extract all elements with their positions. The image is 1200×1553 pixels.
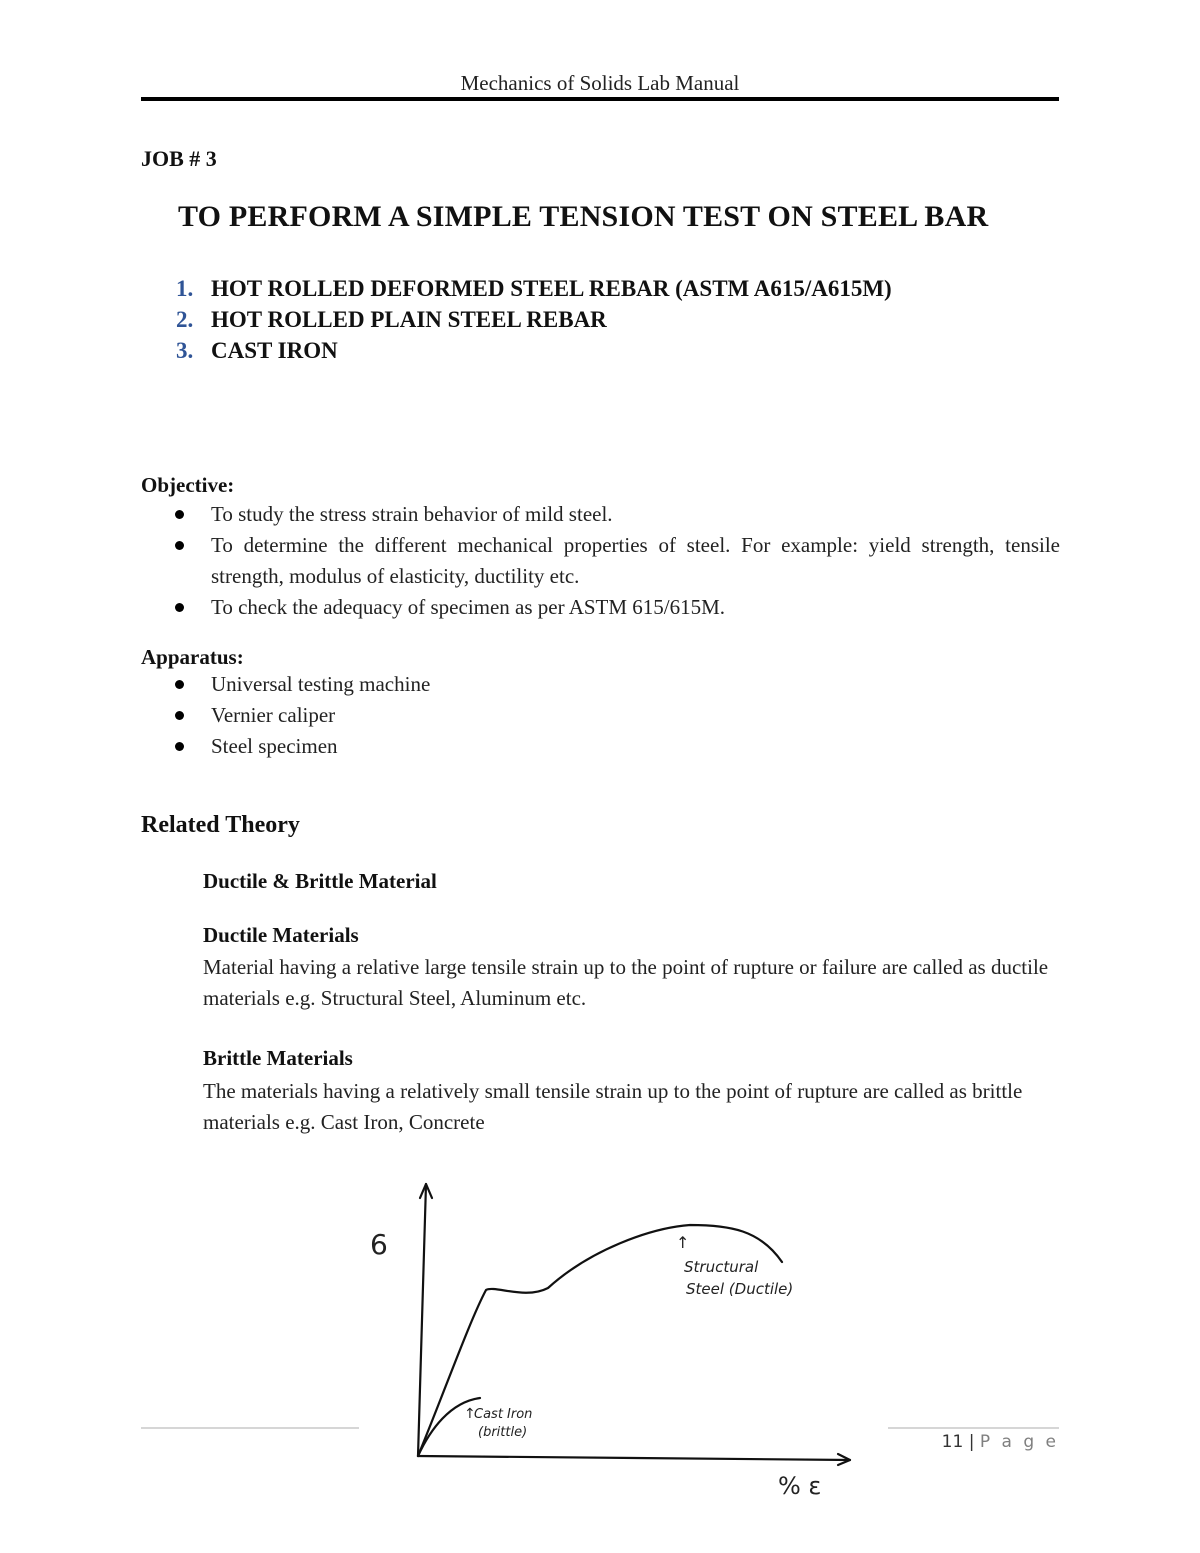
materials-list xyxy=(176,273,892,366)
stress-strain-sketch xyxy=(350,1170,870,1510)
job-number: JOB # 3 xyxy=(141,146,217,171)
objective-item: To check the adequacy of specimen as per ASTM 615/615M. xyxy=(172,592,1060,623)
brittle-materials-text: The materials having a relatively small tensile strain up to the point of rupture are called as brittle materials e.g. Cast Iron, Concrete xyxy=(203,1079,1023,1134)
x-axis-label: % ε xyxy=(778,1472,822,1500)
objective-item: To study the stress strain behavior of mild steel. xyxy=(172,499,1060,530)
cast-iron-label-line-2: (brittle) xyxy=(478,1425,528,1440)
list-item-text: HOT ROLLED DEFORMED STEEL REBAR (ASTM A615/A615M) xyxy=(211,276,892,301)
list-item xyxy=(176,304,892,335)
steel-label-line-1: Structural xyxy=(684,1258,759,1276)
cast-iron-label-arrow-icon: ↑ xyxy=(464,1406,476,1422)
apparatus-item: Universal testing machine xyxy=(172,669,1060,700)
header-rule xyxy=(141,97,1059,101)
apparatus-item: Steel specimen xyxy=(172,731,1060,762)
x-axis-line xyxy=(418,1456,850,1460)
apparatus-list xyxy=(172,669,1060,762)
y-axis-label: 6 xyxy=(370,1228,388,1261)
list-number: 1. xyxy=(176,276,194,301)
list-item-text: HOT ROLLED PLAIN STEEL REBAR xyxy=(211,307,607,332)
ductile-materials-text: Material having a relative large tensile strain up to the point of rupture or failure are called as ductile materials e.g. Structural Steel, Aluminum etc. xyxy=(203,955,1049,1010)
related-theory-heading: Related Theory xyxy=(141,812,300,838)
brittle-materials-heading: Brittle Materials xyxy=(203,1046,353,1070)
objective-heading: Objective: xyxy=(141,473,235,497)
footer-rule-left xyxy=(141,1427,359,1429)
cast-iron-label-line-1: Cast Iron xyxy=(474,1407,533,1422)
objective-list xyxy=(172,499,1060,623)
page-number: 11 xyxy=(941,1432,964,1452)
objective-item: To determine the different mechanical properties of steel. For example: yield strength, tensile strength, modulus of elasticity, ductility etc. xyxy=(172,530,1060,592)
footer-rule-right xyxy=(888,1427,1059,1429)
ductile-brittle-heading: Ductile & Brittle Material xyxy=(203,869,437,893)
steel-label-line-2: Steel (Ductile) xyxy=(686,1280,794,1298)
page-number-footer xyxy=(942,1432,1059,1452)
page-title: TO PERFORM A SIMPLE TENSION TEST ON STEEL BAR xyxy=(178,200,989,233)
steel-label-arrow-icon: ↑ xyxy=(676,1233,690,1252)
list-number: 3. xyxy=(176,338,194,363)
list-number: 2. xyxy=(176,307,194,332)
page-separator: | xyxy=(968,1432,975,1452)
y-axis-line xyxy=(418,1184,426,1456)
running-header-title: Mechanics of Solids Lab Manual xyxy=(460,71,740,95)
ductile-materials-heading: Ductile Materials xyxy=(203,923,359,947)
apparatus-item: Vernier caliper xyxy=(172,700,1060,731)
page-word: P a g e xyxy=(979,1432,1059,1452)
list-item xyxy=(176,335,892,366)
apparatus-heading: Apparatus: xyxy=(141,645,244,669)
list-item xyxy=(176,273,892,304)
list-item-text: CAST IRON xyxy=(211,338,338,363)
